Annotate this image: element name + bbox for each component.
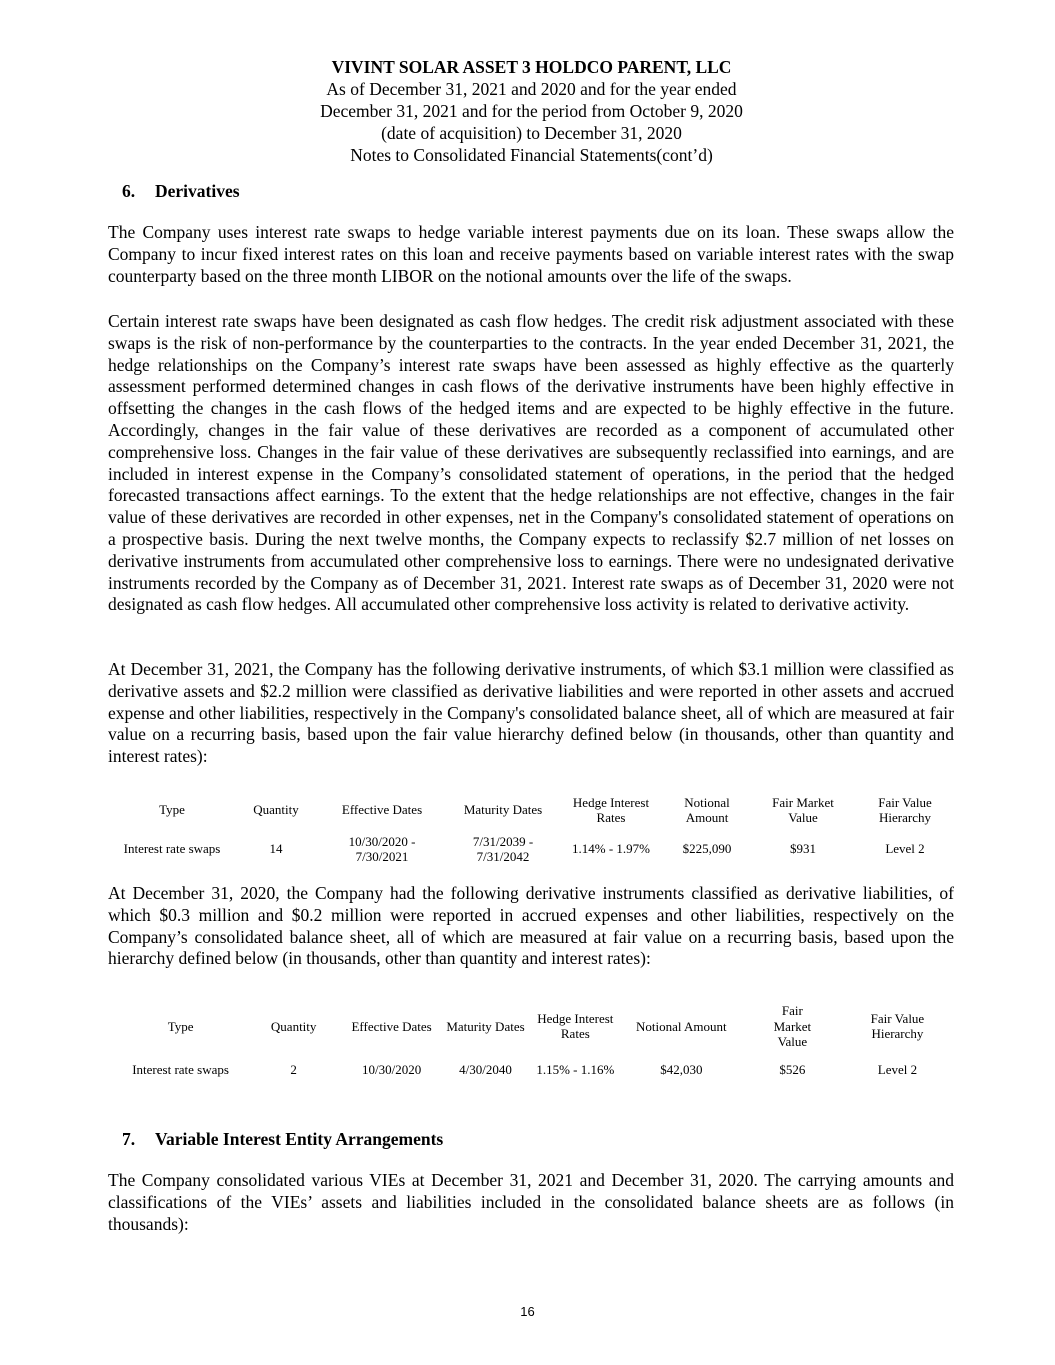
- column-header-fair-value-hierarchy: Fair Value Hierarchy: [878, 794, 932, 825]
- header-line-2: December 31, 2021 and for the period from October 9, 2020: [320, 101, 743, 121]
- cell-fair-market-value: $931: [790, 841, 816, 857]
- cell-maturity-dates: 4/30/2040: [459, 1061, 512, 1077]
- cell-effective-dates: 10/30/2020: [361, 1061, 422, 1077]
- table-row: [108, 828, 954, 870]
- section-7-title: Variable Interest Entity Arrangements: [155, 1129, 444, 1149]
- section-7-number: 7.: [122, 1129, 136, 1149]
- derivatives-table-2021: [108, 792, 954, 870]
- column-header-notional-amount: Notional Amount: [684, 794, 730, 825]
- cell-maturity-dates: 7/31/2039 - 7/31/2042: [472, 833, 534, 864]
- column-header-fair-market-value: Fair Market Value: [773, 1003, 812, 1049]
- cell-effective-dates: 10/30/2020 - 7/30/2021: [348, 833, 416, 864]
- derivatives-paragraph-1: The Company uses interest rate swaps to hedge variable interest payments due on its loan. These swaps allow the Company to incur fixed interest rates on this loan and receive payments based on variable interest rates with the swap counterparty based on the three month LIBOR on the notional amounts over the life of the swaps.: [108, 222, 954, 286]
- cell-hedge-interest-rates: 1.14% - 1.97%: [572, 841, 650, 857]
- column-header-hedge-interest-rates: Hedge Interest Rates: [572, 794, 650, 825]
- column-header-fair-value-hierarchy: Fair Value Hierarchy: [870, 1010, 925, 1042]
- page-number: 16: [520, 1304, 535, 1319]
- column-header-type: Type: [167, 1018, 194, 1034]
- column-header-fair-market-value: Fair Market Value: [772, 794, 834, 825]
- column-header-hedge-interest-rates: Hedge Interest Rates: [537, 1010, 614, 1042]
- column-header-notional-amount: Notional Amount: [636, 1018, 727, 1034]
- column-header-maturity-dates: Maturity Dates: [463, 802, 543, 818]
- cell-notional-amount: $42,030: [660, 1061, 703, 1077]
- header-line-1: As of December 31, 2021 and 2020 and for the year ended: [326, 79, 737, 99]
- derivatives-table-2020: [118, 1003, 954, 1090]
- cell-type: Interest rate swaps: [123, 841, 221, 857]
- cell-hedge-interest-rates: 1.15% - 1.16%: [536, 1061, 615, 1077]
- cell-type: Interest rate swaps: [132, 1061, 229, 1077]
- cell-quantity: 14: [269, 841, 283, 857]
- cell-quantity: 2: [290, 1061, 297, 1077]
- table-header-row: [118, 1003, 954, 1050]
- header-line-4: Notes to Consolidated Financial Statements(cont’d): [350, 145, 713, 165]
- derivatives-paragraph-3: At December 31, 2021, the Company has the following derivative instruments, of which $3.1 million were classified as derivative assets and $2.2 million were classified as derivative liabilities and were reported in other assets and accrued expense and other liabilities, respectively in the Company's consolidated balance sheet, all of which are measured at fair value on a recurring basis, based upon the fair value hierarchy defined below (in thousands, other than quantity and interest rates):: [108, 659, 954, 767]
- table-row: [118, 1050, 954, 1090]
- header-line-3: (date of acquisition) to December 31, 2020: [381, 123, 682, 143]
- derivatives-paragraph-4: At December 31, 2020, the Company had the following derivative instruments classified as derivative liabilities, of which $0.3 million and $0.2 million were reported in accrued expenses and other liabilities, respectively on the Company’s consolidated balance sheet, all of which are measured at fair value on a recurring basis, based upon the hierarchy defined below (in thousands, other than quantity and interest rates):: [108, 883, 954, 969]
- column-header-maturity-dates: Maturity Dates: [446, 1018, 525, 1034]
- section-6-title: Derivatives: [155, 181, 240, 201]
- column-header-type: Type: [159, 802, 185, 818]
- column-header-quantity: Quantity: [253, 802, 299, 818]
- vie-paragraph-1: The Company consolidated various VIEs at December 31, 2021 and December 31, 2020. The carrying amounts and classifications of the VIEs’ assets and liabilities included in the consolidated balance sheets are as follows (in thousands):: [108, 1170, 954, 1234]
- cell-fair-value-hierarchy: Level 2: [885, 841, 925, 857]
- cell-notional-amount: $225,090: [682, 841, 732, 857]
- column-header-effective-dates: Effective Dates: [351, 1018, 432, 1034]
- section-6-heading: [122, 180, 240, 202]
- column-header-effective-dates: Effective Dates: [341, 802, 423, 818]
- column-header-quantity: Quantity: [270, 1018, 317, 1034]
- derivatives-paragraph-2: Certain interest rate swaps have been designated as cash flow hedges. The credit risk adjustment associated with these swaps is the risk of non-performance by the counterparties to the contracts. In the year ended December 31, 2021, the hedge relationships on the Company’s interest rate swaps have been assessed as highly effective as the quarterly assessment performed determined changes in cash flows of the derivative instruments have been highly effective in offsetting the changes in the cash flows of the hedged items and are expected to be highly effective in the future. Accordingly, changes in the fair value of these derivatives are recorded as a component of accumulated other comprehensive loss. Changes in the fair value of these derivatives are subsequently reclassified into earnings, and are included in interest expense in the Company’s consolidated statement of operations, in the period that the hedged forecasted transactions affect earnings. To the extent that the hedge relationships are not effective, changes in the fair value of these derivatives are recorded in other expenses, net in the Company's consolidated statement of operations on a prospective basis. During the next twelve months, the Company expects to reclassify $2.7 million of net losses on derivative instruments from accumulated other comprehensive loss to earnings. There were no undesignated derivative instruments recorded by the Company as of December 31, 2021. Interest rate swaps as of December 31, 2020 were not designated as cash flow hedges. All accumulated other comprehensive loss activity is related to derivative activity.: [108, 311, 954, 615]
- section-7-heading: [122, 1128, 443, 1150]
- company-name: VIVINT SOLAR ASSET 3 HOLDCO PARENT, LLC: [331, 57, 732, 77]
- cell-fair-market-value: $526: [779, 1061, 806, 1077]
- table-header-row: [108, 792, 954, 828]
- section-6-number: 6.: [122, 181, 136, 201]
- cell-fair-value-hierarchy: Level 2: [877, 1061, 918, 1077]
- document-header: [0, 56, 1055, 166]
